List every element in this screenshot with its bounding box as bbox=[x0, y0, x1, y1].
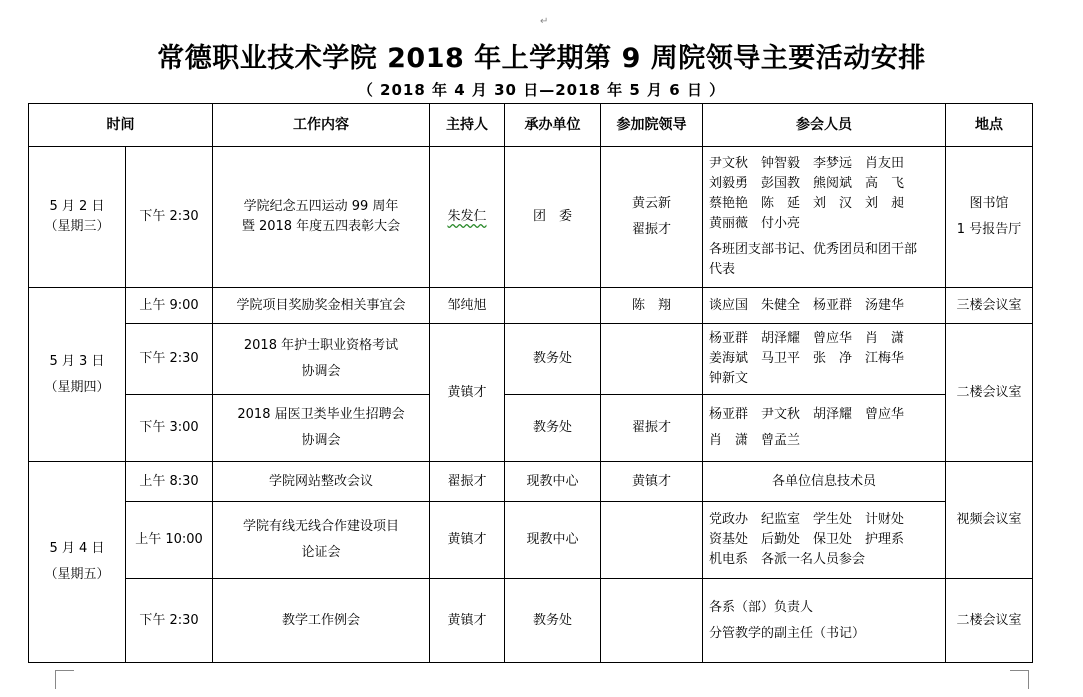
content-cell bbox=[213, 502, 430, 579]
time-cell: 下午 2:30 bbox=[126, 324, 213, 395]
content-line: 学院有线无线合作建设项目 bbox=[242, 519, 399, 534]
participants-cell bbox=[703, 324, 946, 395]
page-corner-mark bbox=[55, 670, 74, 689]
time-cell: 下午 2:30 bbox=[126, 579, 213, 663]
leaders-cell bbox=[601, 502, 703, 579]
leader-name: 黄云新 bbox=[631, 196, 671, 211]
content-cell: 教学工作例会 bbox=[213, 579, 430, 663]
leaders-cell: 陈 翔 bbox=[601, 288, 703, 324]
organizer-cell: 教务处 bbox=[505, 395, 601, 462]
content-cell: 学院项目奖励奖金相关事宜会 bbox=[213, 288, 430, 324]
organizer-cell: 教务处 bbox=[505, 579, 601, 663]
header-row bbox=[29, 104, 1033, 147]
organizer-cell: 团 委 bbox=[505, 147, 601, 288]
participants-line: 肖 潇 曾孟兰 bbox=[709, 433, 801, 448]
location-cell: 三楼会议室 bbox=[946, 288, 1033, 324]
participants-line: 资基处 后勤处 保卫处 护理系 bbox=[709, 532, 905, 547]
content-cell bbox=[213, 147, 430, 288]
participants-cell: 谈应国 朱健全 杨亚群 汤建华 bbox=[703, 288, 946, 324]
host-cell: 黄镇才 bbox=[430, 579, 505, 663]
location-cell: 视频会议室 bbox=[946, 462, 1033, 579]
header-location: 地点 bbox=[946, 104, 1033, 147]
location-cell: 二楼会议室 bbox=[946, 579, 1033, 663]
time-cell: 下午 2:30 bbox=[126, 147, 213, 288]
participants-line: 分管教学的副主任（书记） bbox=[709, 625, 866, 641]
content-line: 暨 2018 年度五四表彰大会 bbox=[241, 219, 401, 234]
content-line: 学院纪念五四运动 99 周年 bbox=[243, 199, 399, 214]
organizer-cell: 教务处 bbox=[505, 324, 601, 395]
location-cell: 二楼会议室 bbox=[946, 324, 1033, 462]
header-organizer: 承办单位 bbox=[505, 104, 601, 147]
table-row bbox=[29, 395, 1033, 462]
table-row bbox=[29, 288, 1033, 324]
participants-line: 机电系 各派一名人员参会 bbox=[709, 552, 866, 567]
schedule-table bbox=[28, 103, 1033, 663]
location-cell bbox=[946, 147, 1033, 288]
day-weekday: （星期四） bbox=[44, 379, 110, 395]
day-date: 5 月 3 日 bbox=[49, 353, 105, 369]
participants-line: 尹文秋 钟智毅 李梦远 肖友田 bbox=[709, 156, 905, 171]
day-weekday: （星期五） bbox=[44, 567, 110, 582]
organizer-cell: 现教中心 bbox=[505, 462, 601, 502]
host-name: 朱发仁 bbox=[447, 209, 487, 224]
time-cell: 下午 3:00 bbox=[126, 395, 213, 462]
page-corner-mark bbox=[1010, 670, 1029, 689]
participants-line: 各系（部）负责人 bbox=[709, 599, 814, 615]
content-line: 论证会 bbox=[301, 545, 341, 560]
participants-cell bbox=[703, 147, 946, 288]
day-cell bbox=[29, 462, 126, 663]
content-cell bbox=[213, 395, 430, 462]
participants-line: 刘毅勇 彭国教 熊阅斌 高 飞 bbox=[709, 176, 905, 191]
table-row bbox=[29, 462, 1033, 502]
content-line: 2018 届医卫类毕业生招聘会 bbox=[237, 407, 405, 422]
leader-name: 翟振才 bbox=[631, 222, 671, 237]
table-row bbox=[29, 147, 1033, 288]
day-cell bbox=[29, 288, 126, 462]
page-title: 常德职业技术学院 2018 年上学期第 9 周院领导主要活动安排 bbox=[157, 43, 926, 74]
participants-line: 杨亚群 尹文秋 胡泽耀 曾应华 bbox=[709, 407, 905, 422]
table-row bbox=[29, 502, 1033, 579]
participants-line: 代表 bbox=[709, 262, 736, 277]
host-cell: 黄镇才 bbox=[430, 324, 505, 462]
content-line: 协调会 bbox=[301, 433, 341, 448]
participants-cell: 各单位信息技术员 bbox=[703, 462, 946, 502]
page-subtitle: （ 2018 年 4 月 30 日—2018 年 5 月 6 日 ） bbox=[357, 81, 726, 99]
participants-cell bbox=[703, 579, 946, 663]
host-cell: 翟振才 bbox=[430, 462, 505, 502]
header-time: 时间 bbox=[29, 104, 213, 147]
host-cell bbox=[430, 147, 505, 288]
content-line: 协调会 bbox=[301, 364, 341, 379]
location-line: 1 号报告厅 bbox=[956, 222, 1022, 237]
location-line: 图书馆 bbox=[969, 196, 1009, 211]
day-date: 5 月 4 日 bbox=[49, 541, 105, 556]
participants-line: 杨亚群 胡泽耀 曾应华 肖 潇 bbox=[709, 331, 905, 346]
table-row bbox=[29, 324, 1033, 395]
time-cell: 上午 10:00 bbox=[126, 502, 213, 579]
paragraph-mark: ↵ bbox=[540, 16, 549, 27]
content-line: 2018 年护士职业资格考试 bbox=[243, 338, 399, 353]
header-participants: 参会人员 bbox=[703, 104, 946, 147]
content-cell: 学院网站整改会议 bbox=[213, 462, 430, 502]
content-cell bbox=[213, 324, 430, 395]
day-cell bbox=[29, 147, 126, 288]
leaders-cell bbox=[601, 147, 703, 288]
leaders-cell: 黄镇才 bbox=[601, 462, 703, 502]
header-content: 工作内容 bbox=[213, 104, 430, 147]
participants-line: 各班团支部书记、优秀团员和团干部 bbox=[709, 242, 918, 257]
participants-cell bbox=[703, 502, 946, 579]
leaders-cell bbox=[601, 579, 703, 663]
participants-line: 黄丽薇 付小亮 bbox=[709, 216, 801, 231]
participants-line: 蔡艳艳 陈 延 刘 汉 刘 昶 bbox=[709, 196, 905, 211]
participants-cell bbox=[703, 395, 946, 462]
participants-line: 钟新文 bbox=[709, 371, 749, 386]
leaders-cell: 翟振才 bbox=[601, 395, 703, 462]
table-row bbox=[29, 579, 1033, 663]
host-cell: 黄镇才 bbox=[430, 502, 505, 579]
participants-line: 姜海斌 马卫平 张 净 江梅华 bbox=[709, 351, 905, 366]
header-host: 主持人 bbox=[430, 104, 505, 147]
host-cell: 邹纯旭 bbox=[430, 288, 505, 324]
day-weekday: （星期三） bbox=[44, 219, 110, 234]
time-cell: 上午 8:30 bbox=[126, 462, 213, 502]
organizer-cell: 现教中心 bbox=[505, 502, 601, 579]
time-cell: 上午 9:00 bbox=[126, 288, 213, 324]
header-leaders: 参加院领导 bbox=[601, 104, 703, 147]
participants-line: 党政办 纪监室 学生处 计财处 bbox=[709, 512, 905, 527]
organizer-cell bbox=[505, 288, 601, 324]
leaders-cell bbox=[601, 324, 703, 395]
day-date: 5 月 2 日 bbox=[49, 199, 105, 214]
